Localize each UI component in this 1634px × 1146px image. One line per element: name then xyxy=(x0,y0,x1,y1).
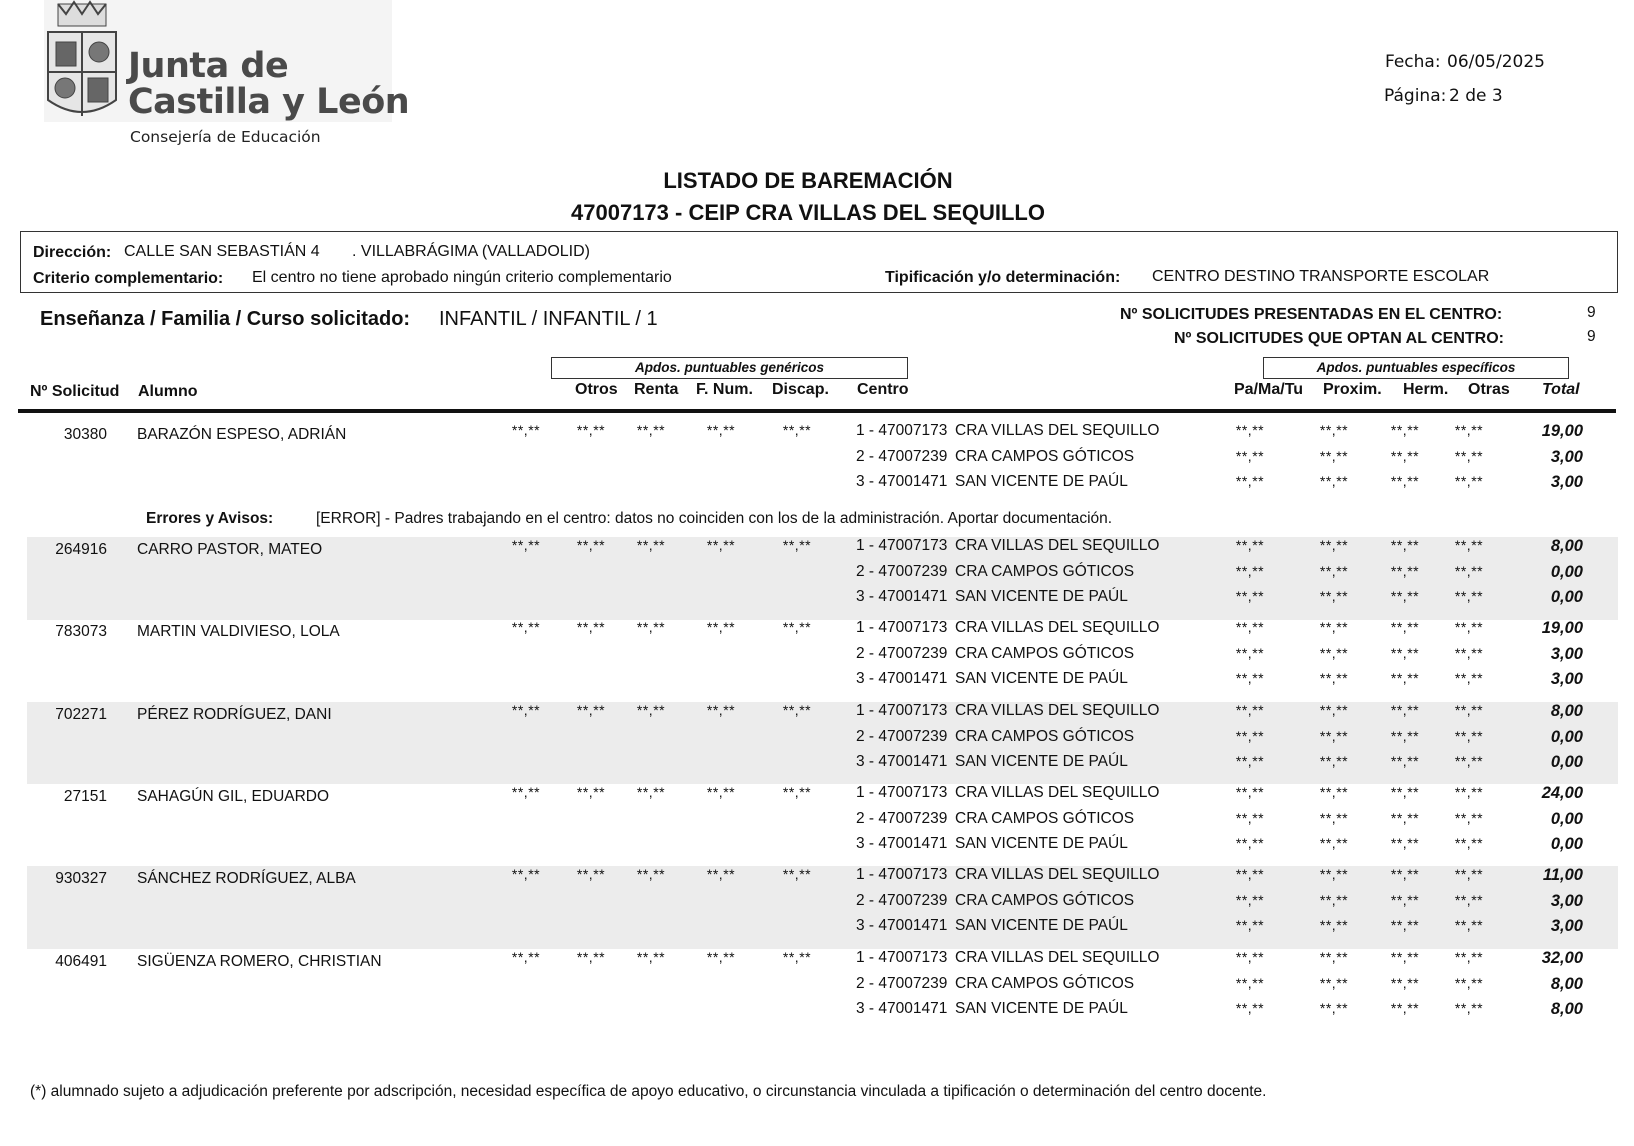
specific-score-masked: **,** xyxy=(1454,619,1484,635)
generic-score-masked: **,** xyxy=(782,949,812,965)
specific-score-masked: **,** xyxy=(1390,537,1420,553)
pagina-value: 2 de 3 xyxy=(1449,86,1503,106)
generic-score-masked: **,** xyxy=(636,422,666,438)
total-score: 3,00 xyxy=(1550,670,1583,688)
specific-score-masked: **,** xyxy=(1235,727,1265,744)
org-name-line1: Junta de xyxy=(128,46,289,86)
specific-score-masked: **,** xyxy=(1454,422,1484,438)
specific-score-masked: **,** xyxy=(1235,784,1265,800)
centro-code: 3 - 47001471 xyxy=(856,917,948,934)
specific-score-masked: **,** xyxy=(1390,588,1420,604)
specific-score-masked: **,** xyxy=(1454,473,1484,489)
specific-score-masked: **,** xyxy=(1390,809,1420,826)
optan-label: Nº SOLICITUDES QUE OPTAN AL CENTRO: xyxy=(1174,330,1504,347)
specific-score-masked: **,** xyxy=(1390,891,1420,908)
centro-code: 1 - 47007173 xyxy=(856,702,948,719)
presentadas-count: 9 xyxy=(1587,304,1596,321)
specific-score-masked: **,** xyxy=(1319,753,1349,769)
student-name: MARTIN VALDIVIESO, LOLA xyxy=(137,623,340,640)
specific-score-masked: **,** xyxy=(1390,702,1420,718)
specific-score-masked: **,** xyxy=(1235,537,1265,553)
specific-score-masked: **,** xyxy=(1319,562,1349,579)
generic-score-masked: **,** xyxy=(576,702,606,718)
student-name: SAHAGÚN GIL, EDUARDO xyxy=(137,788,330,805)
centro-code: 2 - 47007239 xyxy=(856,891,948,909)
generic-score-masked: **,** xyxy=(706,866,736,882)
specific-score-masked: **,** xyxy=(1454,644,1484,661)
specific-score-masked: **,** xyxy=(1390,949,1420,965)
col-discap: Discap. xyxy=(772,381,829,398)
specific-score-masked: **,** xyxy=(1454,588,1484,604)
ensenanza-label: Enseñanza / Familia / Curso solicitado: xyxy=(40,308,411,330)
specific-score-masked: **,** xyxy=(1319,702,1349,718)
generic-score-masked: **,** xyxy=(576,866,606,882)
solicitud-number: 27151 xyxy=(63,788,107,805)
specific-score-masked: **,** xyxy=(1454,835,1484,851)
generic-score-masked: **,** xyxy=(511,422,541,438)
specific-score-masked: **,** xyxy=(1319,1000,1349,1016)
centro-name: CRA CAMPOS GÓTICOS xyxy=(955,562,1135,580)
specific-score-masked: **,** xyxy=(1319,422,1349,438)
generic-score-masked: **,** xyxy=(706,702,736,718)
total-score: 19,00 xyxy=(1541,619,1583,637)
errors-message: [ERROR] - Padres trabajando en el centro: datos no coinciden con los de la administración. Aportar documentación. xyxy=(316,510,1113,527)
centro-code: 2 - 47007239 xyxy=(856,644,948,662)
col-alumno: Alumno xyxy=(138,383,198,400)
centro-name: SAN VICENTE DE PAÚL xyxy=(955,835,1128,852)
specific-score-masked: **,** xyxy=(1454,891,1484,908)
specific-score-masked: **,** xyxy=(1454,866,1484,882)
specific-score-masked: **,** xyxy=(1235,917,1265,933)
total-score: 24,00 xyxy=(1541,784,1583,802)
specific-score-masked: **,** xyxy=(1390,670,1420,686)
col-solicitud: Nº Solicitud xyxy=(30,383,120,400)
total-score: 8,00 xyxy=(1550,702,1583,720)
centro-code: 3 - 47001471 xyxy=(856,670,948,687)
specific-score-masked: **,** xyxy=(1235,835,1265,851)
student-name: SÁNCHEZ RODRÍGUEZ, ALBA xyxy=(137,870,356,887)
generic-score-masked: **,** xyxy=(706,784,736,800)
specific-score-masked: **,** xyxy=(1454,702,1484,718)
generic-score-masked: **,** xyxy=(782,702,812,718)
centro-code: 1 - 47007173 xyxy=(856,949,948,966)
centro-code: 1 - 47007173 xyxy=(856,537,948,554)
report-title: LISTADO DE BAREMACIÓN xyxy=(663,168,953,193)
presentadas-label: Nº SOLICITUDES PRESENTADAS EN EL CENTRO: xyxy=(1120,306,1503,323)
specific-score-masked: **,** xyxy=(1454,809,1484,826)
direccion-value: CALLE SAN SEBASTIÁN 4 xyxy=(124,243,320,260)
optan-count: 9 xyxy=(1587,328,1596,345)
centro-name: SAN VICENTE DE PAÚL xyxy=(955,473,1128,490)
generic-score-masked: **,** xyxy=(782,784,812,800)
specific-score-masked: **,** xyxy=(1390,562,1420,579)
total-score: 0,00 xyxy=(1550,809,1583,828)
specific-score-masked: **,** xyxy=(1235,447,1265,464)
specific-score-masked: **,** xyxy=(1319,588,1349,604)
specific-score-masked: **,** xyxy=(1319,727,1349,744)
coat-of-arms-icon xyxy=(44,0,120,122)
specific-score-masked: **,** xyxy=(1235,974,1265,991)
specific-score-masked: **,** xyxy=(1235,422,1265,438)
generic-score-masked: **,** xyxy=(511,702,541,718)
generic-group-header: Apdos. puntuables genéricos xyxy=(551,357,908,379)
centro-name: SAN VICENTE DE PAÚL xyxy=(955,1000,1128,1017)
generic-score-masked: **,** xyxy=(576,949,606,965)
centro-code: 1 - 47007173 xyxy=(856,422,948,439)
total-score: 0,00 xyxy=(1550,727,1583,746)
centro-code: 3 - 47001471 xyxy=(856,588,948,605)
tipificacion-label: Tipificación y/o determinación: xyxy=(885,269,1121,286)
student-name: SIGÜENZA ROMERO, CHRISTIAN xyxy=(137,953,382,970)
specific-score-masked: **,** xyxy=(1235,562,1265,579)
fecha-value: 06/05/2025 xyxy=(1447,52,1545,72)
total-score: 3,00 xyxy=(1550,447,1583,466)
generic-score-masked: **,** xyxy=(576,422,606,438)
specific-score-masked: **,** xyxy=(1390,866,1420,882)
specific-score-masked: **,** xyxy=(1235,644,1265,661)
centro-name: SAN VICENTE DE PAÚL xyxy=(955,917,1128,934)
generic-score-masked: **,** xyxy=(511,866,541,882)
specific-score-masked: **,** xyxy=(1235,753,1265,769)
generic-score-masked: **,** xyxy=(576,619,606,635)
specific-score-masked: **,** xyxy=(1390,644,1420,661)
centro-name: CRA VILLAS DEL SEQUILLO xyxy=(955,784,1160,801)
centro-code: 1 - 47007173 xyxy=(856,784,948,801)
specific-score-masked: **,** xyxy=(1319,619,1349,635)
specific-score-masked: **,** xyxy=(1319,917,1349,933)
specific-score-masked: **,** xyxy=(1235,473,1265,489)
specific-score-masked: **,** xyxy=(1454,974,1484,991)
specific-score-masked: **,** xyxy=(1454,727,1484,744)
centro-name: CRA CAMPOS GÓTICOS xyxy=(955,447,1135,465)
specific-group-header: Apdos. puntuables específicos xyxy=(1263,357,1569,379)
generic-score-masked: **,** xyxy=(706,537,736,553)
student-name: PÉREZ RODRÍGUEZ, DANI xyxy=(137,706,332,723)
col-renta: Renta xyxy=(634,381,679,398)
criterio-label: Criterio complementario: xyxy=(33,270,224,287)
centro-code: 3 - 47001471 xyxy=(856,753,948,770)
fecha-label: Fecha: xyxy=(1385,52,1441,72)
specific-score-masked: **,** xyxy=(1390,447,1420,464)
centro-name: CRA VILLAS DEL SEQUILLO xyxy=(955,422,1160,439)
total-score: 0,00 xyxy=(1550,588,1583,606)
centro-name: CRA VILLAS DEL SEQUILLO xyxy=(955,949,1160,966)
solicitud-number: 930327 xyxy=(55,870,107,887)
centro-code: 2 - 47007239 xyxy=(856,562,948,580)
generic-score-masked: **,** xyxy=(782,537,812,553)
col-otras: Otras xyxy=(1468,381,1510,398)
specific-score-masked: **,** xyxy=(1319,835,1349,851)
centro-code: 1 - 47007173 xyxy=(856,866,948,883)
col-proxim: Proxim. xyxy=(1323,381,1382,398)
centro-name: CRA CAMPOS GÓTICOS xyxy=(955,809,1135,827)
org-name-line2: Castilla y León xyxy=(128,82,410,122)
specific-score-masked: **,** xyxy=(1319,949,1349,965)
centro-name: CRA CAMPOS GÓTICOS xyxy=(955,891,1135,909)
total-score: 3,00 xyxy=(1550,473,1583,491)
specific-score-masked: **,** xyxy=(1454,447,1484,464)
specific-score-masked: **,** xyxy=(1454,562,1484,579)
ensenanza-value: INFANTIL / INFANTIL / 1 xyxy=(439,308,658,330)
generic-score-masked: **,** xyxy=(782,422,812,438)
pagina-label: Página: xyxy=(1384,86,1447,106)
specific-score-masked: **,** xyxy=(1235,891,1265,908)
centro-code: 2 - 47007239 xyxy=(856,447,948,465)
centro-name: SAN VICENTE DE PAÚL xyxy=(955,753,1128,770)
centro-code: 1 - 47007173 xyxy=(856,619,948,636)
specific-score-masked: **,** xyxy=(1235,702,1265,718)
footnote: (*) alumnado sujeto a adjudicación preferente por adscripción, necesidad específica de apoyo educativo, o circunstancia vinculada a tipificación o determinación del centro docente. xyxy=(30,1083,1267,1100)
generic-score-masked: **,** xyxy=(706,949,736,965)
specific-score-masked: **,** xyxy=(1454,917,1484,933)
specific-score-masked: **,** xyxy=(1390,422,1420,438)
generic-score-masked: **,** xyxy=(636,949,666,965)
generic-score-masked: **,** xyxy=(782,619,812,635)
report-subtitle: 47007173 - CEIP CRA VILLAS DEL SEQUILLO xyxy=(571,200,1045,225)
centro-code: 2 - 47007239 xyxy=(856,727,948,745)
specific-score-masked: **,** xyxy=(1390,727,1420,744)
centro-name: CRA VILLAS DEL SEQUILLO xyxy=(955,619,1160,636)
specific-score-masked: **,** xyxy=(1454,949,1484,965)
col-otros: Otros xyxy=(575,381,618,398)
total-score: 8,00 xyxy=(1550,1000,1583,1018)
total-score: 19,00 xyxy=(1541,422,1583,440)
generic-score-masked: **,** xyxy=(511,949,541,965)
direccion-label: Dirección: xyxy=(33,244,112,261)
solicitud-number: 264916 xyxy=(55,541,107,558)
total-score: 3,00 xyxy=(1550,644,1583,663)
specific-score-masked: **,** xyxy=(1390,619,1420,635)
generic-score-masked: **,** xyxy=(782,866,812,882)
centro-name: CRA VILLAS DEL SEQUILLO xyxy=(955,537,1160,554)
specific-score-masked: **,** xyxy=(1235,1000,1265,1016)
generic-score-masked: **,** xyxy=(576,537,606,553)
total-score: 0,00 xyxy=(1550,753,1583,771)
total-score: 8,00 xyxy=(1550,974,1583,993)
centro-name: SAN VICENTE DE PAÚL xyxy=(955,588,1128,605)
generic-score-masked: **,** xyxy=(511,619,541,635)
total-score: 0,00 xyxy=(1550,835,1583,853)
total-score: 8,00 xyxy=(1550,537,1583,555)
centro-code: 3 - 47001471 xyxy=(856,835,948,852)
total-score: 11,00 xyxy=(1542,866,1583,884)
localidad-value: . VILLABRÁGIMA (VALLADOLID) xyxy=(352,243,591,260)
centro-name: CRA CAMPOS GÓTICOS xyxy=(955,727,1135,745)
total-score: 32,00 xyxy=(1541,949,1583,967)
specific-score-masked: **,** xyxy=(1454,753,1484,769)
total-score: 3,00 xyxy=(1550,917,1583,935)
specific-score-masked: **,** xyxy=(1319,974,1349,991)
generic-score-masked: **,** xyxy=(636,619,666,635)
specific-score-masked: **,** xyxy=(1319,670,1349,686)
specific-score-masked: **,** xyxy=(1319,809,1349,826)
specific-score-masked: **,** xyxy=(1235,949,1265,965)
specific-score-masked: **,** xyxy=(1454,670,1484,686)
solicitud-number: 30380 xyxy=(63,426,107,443)
centro-code: 3 - 47001471 xyxy=(856,1000,948,1017)
specific-score-masked: **,** xyxy=(1319,891,1349,908)
centro-name: CRA CAMPOS GÓTICOS xyxy=(955,644,1135,662)
generic-score-masked: **,** xyxy=(636,866,666,882)
solicitud-number: 783073 xyxy=(55,623,107,640)
tipificacion-value: CENTRO DESTINO TRANSPORTE ESCOLAR xyxy=(1152,268,1490,285)
student-name: BARAZÓN ESPESO, ADRIÁN xyxy=(137,426,347,443)
total-score: 0,00 xyxy=(1550,562,1583,581)
specific-score-masked: **,** xyxy=(1235,866,1265,882)
centro-name: CRA VILLAS DEL SEQUILLO xyxy=(955,866,1160,883)
solicitud-number: 702271 xyxy=(55,706,107,723)
centro-code: 2 - 47007239 xyxy=(856,974,948,992)
generic-score-masked: **,** xyxy=(636,537,666,553)
specific-score-masked: **,** xyxy=(1454,784,1484,800)
col-fnum: F. Num. xyxy=(696,381,753,398)
specific-score-masked: **,** xyxy=(1454,537,1484,553)
criterio-value: El centro no tiene aprobado ningún criterio complementario xyxy=(252,269,672,286)
errors-label: Errores y Avisos: xyxy=(146,510,274,527)
student-name: CARRO PASTOR, MATEO xyxy=(137,541,323,558)
col-total: Total xyxy=(1542,381,1580,398)
specific-score-masked: **,** xyxy=(1319,447,1349,464)
department-name: Consejería de Educación xyxy=(130,128,321,146)
specific-score-masked: **,** xyxy=(1235,809,1265,826)
specific-score-masked: **,** xyxy=(1319,866,1349,882)
specific-score-masked: **,** xyxy=(1235,588,1265,604)
col-centro: Centro xyxy=(857,381,909,398)
centro-name: SAN VICENTE DE PAÚL xyxy=(955,670,1128,687)
centro-name: CRA VILLAS DEL SEQUILLO xyxy=(955,702,1160,719)
generic-score-masked: **,** xyxy=(706,619,736,635)
header-divider xyxy=(18,409,1616,413)
specific-score-masked: **,** xyxy=(1319,644,1349,661)
specific-score-masked: **,** xyxy=(1390,974,1420,991)
specific-score-masked: **,** xyxy=(1319,537,1349,553)
specific-score-masked: **,** xyxy=(1390,917,1420,933)
generic-score-masked: **,** xyxy=(706,422,736,438)
specific-score-masked: **,** xyxy=(1235,619,1265,635)
specific-score-masked: **,** xyxy=(1390,473,1420,489)
specific-score-masked: **,** xyxy=(1235,670,1265,686)
total-score: 3,00 xyxy=(1550,891,1583,910)
centro-code: 3 - 47001471 xyxy=(856,473,948,490)
generic-score-masked: **,** xyxy=(636,702,666,718)
specific-score-masked: **,** xyxy=(1319,784,1349,800)
generic-score-masked: **,** xyxy=(636,784,666,800)
specific-score-masked: **,** xyxy=(1319,473,1349,489)
col-pamatu: Pa/Ma/Tu xyxy=(1234,381,1304,398)
generic-score-masked: **,** xyxy=(511,784,541,800)
centro-name: CRA CAMPOS GÓTICOS xyxy=(955,974,1135,992)
specific-score-masked: **,** xyxy=(1390,784,1420,800)
specific-score-masked: **,** xyxy=(1390,835,1420,851)
col-herm: Herm. xyxy=(1403,381,1449,398)
specific-score-masked: **,** xyxy=(1454,1000,1484,1016)
specific-score-masked: **,** xyxy=(1390,753,1420,769)
generic-score-masked: **,** xyxy=(576,784,606,800)
centro-code: 2 - 47007239 xyxy=(856,809,948,827)
specific-score-masked: **,** xyxy=(1390,1000,1420,1016)
generic-score-masked: **,** xyxy=(511,537,541,553)
solicitud-number: 406491 xyxy=(55,953,107,970)
